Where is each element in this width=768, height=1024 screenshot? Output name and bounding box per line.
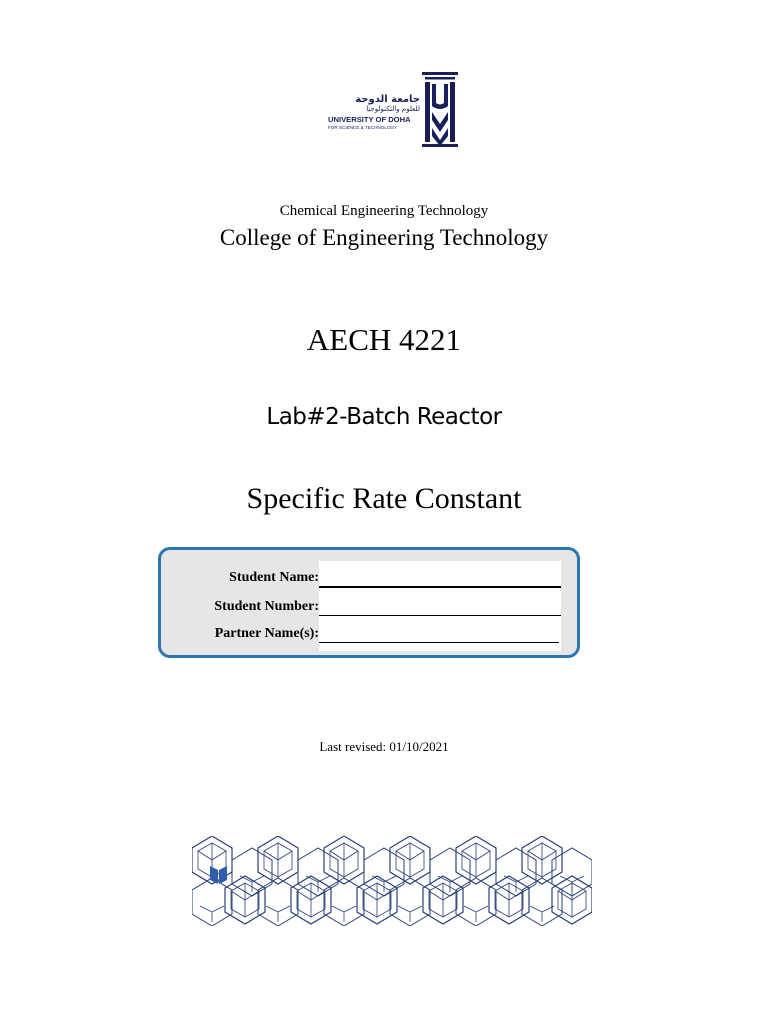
student-number-label: Student Number:: [214, 599, 319, 614]
logo-english-subtitle: FOR SCIENCE & TECHNOLOGY: [328, 125, 398, 130]
pattern-accent-mark: [210, 866, 227, 884]
college-name: College of Engineering Technology: [219, 225, 549, 250]
program-name: Chemical Engineering Technology: [279, 203, 489, 219]
lab-title: Lab#2-Batch Reactor: [266, 404, 502, 430]
partner-name-label: Partner Name(s):: [214, 626, 319, 641]
student-info-box: [158, 547, 580, 658]
student-number-field[interactable]: [319, 615, 561, 616]
partner-name-field[interactable]: [319, 642, 559, 643]
student-name-field[interactable]: [319, 586, 561, 588]
partner-name-row: [161, 622, 581, 644]
student-name-row: [161, 566, 581, 588]
subject-title: Specific Rate Constant: [246, 482, 522, 515]
student-name-label: Student Name:: [229, 570, 319, 585]
university-logo: [328, 72, 464, 150]
student-number-row: [161, 595, 581, 617]
logo-wordmark: [328, 94, 420, 131]
course-code: AECH 4221: [306, 322, 462, 357]
logo-arabic-name: جامعة الدوحة: [355, 94, 420, 105]
logo-english-name: UNIVERSITY OF DOHA: [328, 115, 411, 124]
udst-pillar-logo-icon: [420, 72, 460, 148]
geometric-cube-pattern-icon: [192, 836, 592, 926]
logo-arabic-subtitle: للعلوم والتكنولوجيا: [366, 105, 420, 113]
last-revised-date: Last revised: 01/10/2021: [319, 739, 449, 754]
